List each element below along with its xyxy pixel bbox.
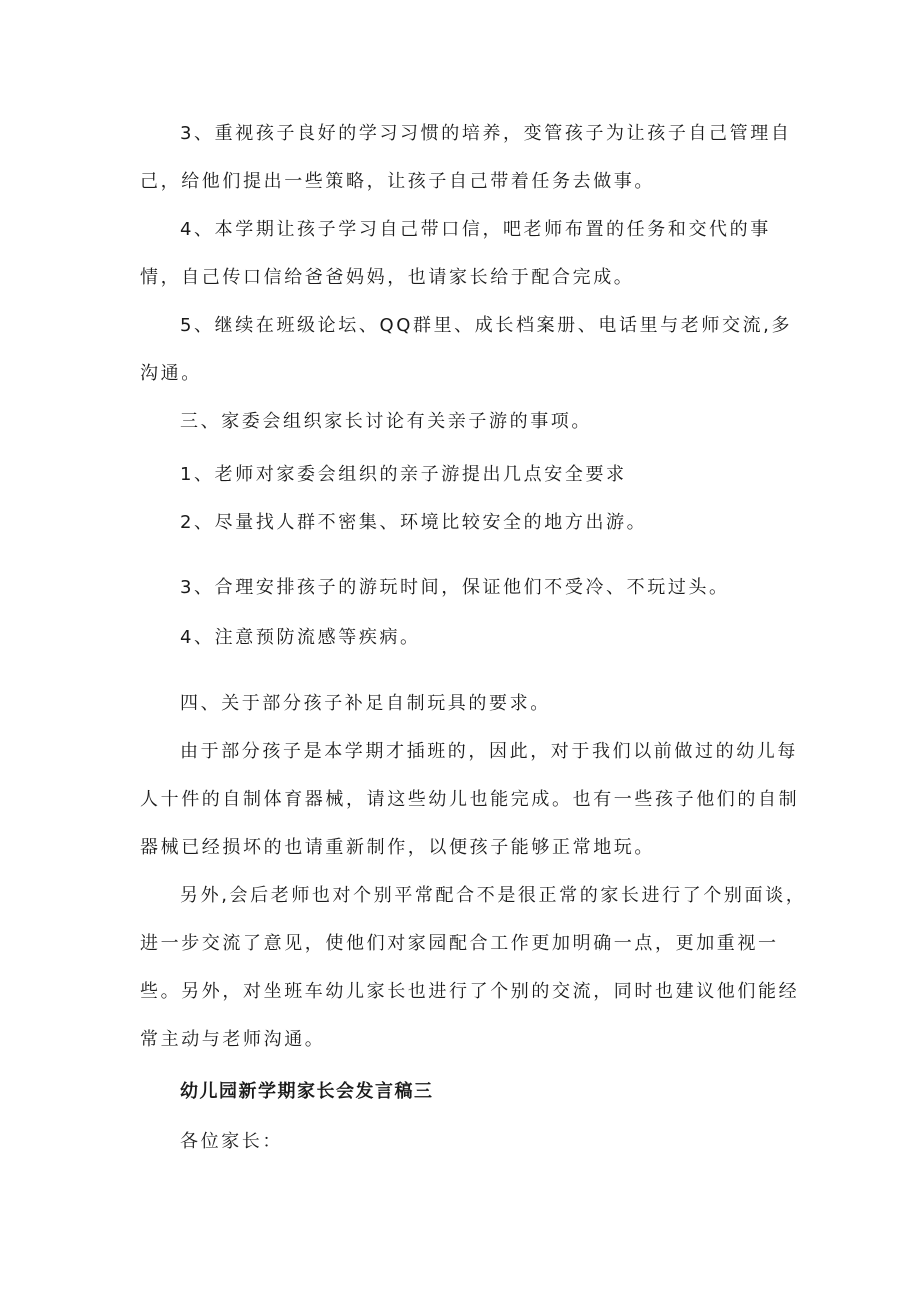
paragraph-5-communication: 5、继续在班级论坛、QQ群里、成长档案册、电话里与老师交流,多沟通。	[140, 315, 793, 384]
paragraph-safety-2: 2、尽量找人群不密集、环境比较安全的地方出游。	[180, 512, 648, 533]
paragraph-3-study-habits: 3、重视孩子良好的学习习惯的培养，变管孩子为让孩子自己管理自己，给他们提出一些策略，让孩子自己带着任务去做事。	[140, 123, 792, 192]
paragraph-4-messages: 4、本学期让孩子学习自己带口信，吧老师布置的任务和交代的事情，自己传口信给爸爸妈妈，也请家长给于配合完成。	[140, 219, 771, 288]
paragraph-toys: 由于部分孩子是本学期才插班的，因此，对于我们以前做过的幼儿每人十件的自制体育器械，请这些幼儿也能完成。也有一些孩子他们的自制器械已经损坏的也请重新制作，以便孩子能够正常地玩。	[140, 741, 800, 858]
paragraph-section-four: 四、关于部分孩子补足自制玩具的要求。	[180, 693, 551, 714]
paragraph-section-three: 三、家委会组织家长讨论有关亲子游的事项。	[180, 411, 592, 432]
salutation: 各位家长：	[180, 1131, 283, 1152]
paragraph-safety-3: 3、合理安排孩子的游玩时间，保证他们不受冷、不玩过头。	[180, 577, 730, 598]
paragraph-safety-4: 4、注意预防流感等疾病。	[180, 627, 421, 648]
paragraph-followup: 另外,会后老师也对个别平常配合不是很正常的家长进行了个别面谈，进一步交流了意见，使他们对家园配合工作更加明确一点，更加重视一些。另外，对坐班车幼儿家长也进行了个别的交流，同时也建议他们能经常主动与老师沟通。	[140, 885, 807, 1050]
paragraph-safety-1: 1、老师对家委会组织的亲子游提出几点安全要求	[180, 464, 627, 485]
section-title: 幼儿园新学期家长会发言稿三	[180, 1081, 434, 1102]
